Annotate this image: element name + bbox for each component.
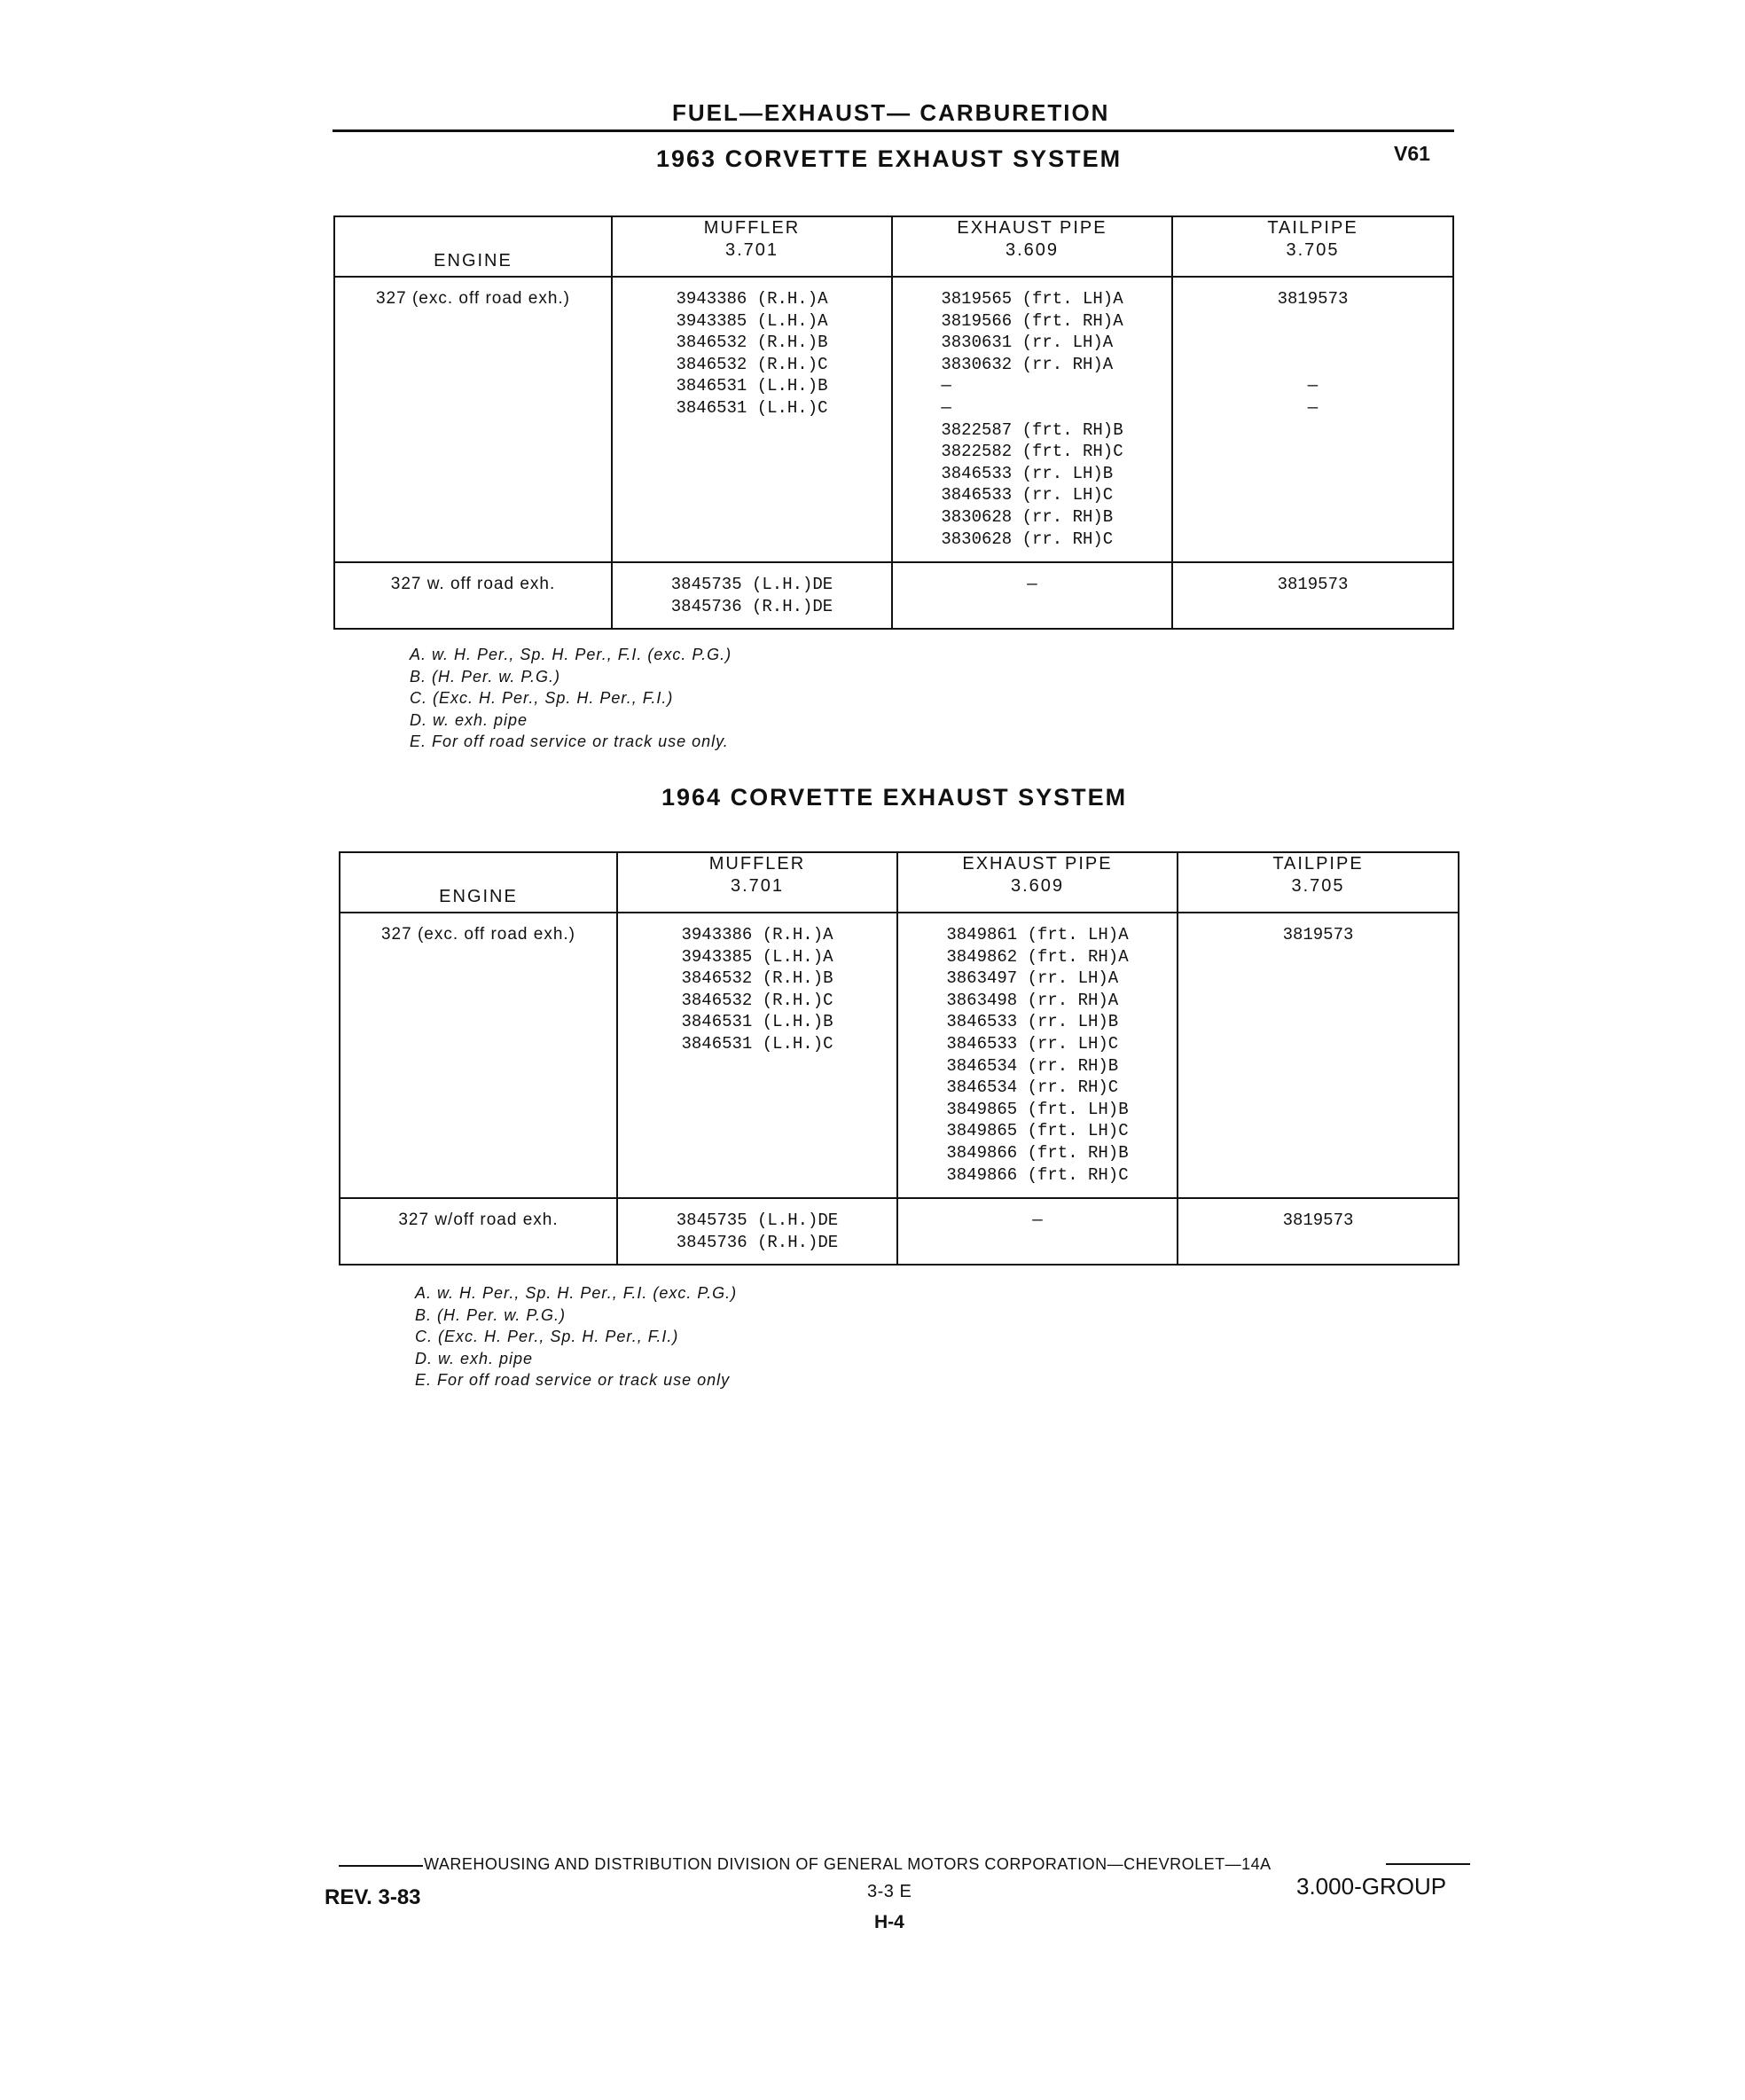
list-item: 3943385 (L.H.)A [681, 946, 833, 967]
list-item: C. (Exc. H. Per., Sp. H. Per., F.I.) [410, 689, 674, 707]
list-item: 3846534 (rr. RH)C [946, 1077, 1119, 1098]
footnotes-1964 [415, 1282, 737, 1391]
part-list [1283, 924, 1354, 946]
column-header-exhaust-pipe [892, 216, 1172, 277]
page-code: V61 [1394, 142, 1430, 165]
column-header-muffler [612, 216, 892, 277]
engine-cell: 327 (exc. off road exh.) [340, 913, 617, 1198]
list-item [1278, 310, 1349, 333]
part-list [1032, 1210, 1042, 1232]
table-title-1963: 1963 CORVETTE EXHAUST SYSTEM [656, 145, 1123, 172]
column-header-label: EXHAUST PIPE [962, 854, 1113, 874]
engine-cell: 327 w. off road exh. [334, 562, 612, 629]
part-list [941, 288, 1123, 550]
list-item [1278, 332, 1349, 354]
list-item [1278, 354, 1349, 376]
list-item: 3846533 (rr. LH)C [941, 485, 1114, 505]
footer-division-text: WAREHOUSING AND DISTRIBUTION DIVISION OF GENERAL MOTORS CORPORATION—CHEVROLET—14A [424, 1855, 1272, 1873]
list-item: 3846531 (L.H.)C [681, 1033, 833, 1054]
list-item: E. For off road service or track use only [415, 1371, 731, 1389]
list-item: C. (Exc. H. Per., Sp. H. Per., F.I.) [415, 1328, 679, 1345]
column-header-code: 3.705 [1291, 876, 1345, 896]
muffler-cell [617, 913, 897, 1198]
column-header-tailpipe [1178, 852, 1459, 913]
list-item: 3863497 (rr. LH)A [946, 968, 1119, 989]
muffler-cell [612, 562, 892, 629]
list-item: 3863498 (rr. RH)A [946, 990, 1119, 1010]
list-item: B. (H. Per. w. P.G.) [410, 667, 561, 686]
tailpipe-cell [1178, 913, 1459, 1198]
column-header-exhaust-pipe [897, 852, 1178, 913]
list-item: E. For off road service or track use only. [410, 733, 729, 750]
list-item: — [1307, 397, 1319, 418]
list-item: 3846531 (L.H.)B [681, 1012, 833, 1032]
list-item: — [1307, 376, 1319, 396]
list-item: 3943385 (L.H.)A [676, 310, 828, 331]
exhaust-table-1964 [339, 851, 1459, 1265]
list-item: 3849866 (frt. RH)C [946, 1164, 1129, 1185]
exhaust-pipe-cell [897, 913, 1178, 1198]
list-item: 3846533 (rr. LH)C [946, 1033, 1119, 1054]
list-item: D. w. exh. pipe [415, 1349, 534, 1367]
list-item: — [941, 376, 951, 396]
list-item: 3830631 (rr. LH)A [941, 333, 1114, 353]
tailpipe-cell [1172, 562, 1453, 629]
table-title-1964: 1964 CORVETTE EXHAUST SYSTEM [661, 784, 1128, 811]
column-header-engine [340, 852, 617, 913]
list-item: A. w. H. Per., Sp. H. Per., F.I. (exc. P.G.) [410, 646, 732, 663]
list-item: 3845736 (R.H.)DE [676, 1232, 839, 1252]
section-heading: FUEL—EXHAUST— CARBURETION [672, 99, 1110, 126]
footnotes-1963 [410, 644, 732, 753]
muffler-cell [612, 277, 892, 562]
part-list [1278, 288, 1349, 419]
tailpipe-cell [1178, 1198, 1459, 1265]
list-item: B. (H. Per. w. P.G.) [415, 1305, 567, 1324]
column-header-label: MUFFLER [703, 218, 801, 238]
list-item: — [941, 397, 951, 418]
exhaust-pipe-cell [892, 562, 1172, 629]
list-item: 3943386 (R.H.)A [676, 289, 828, 309]
table-row [340, 913, 1459, 1198]
engine-cell: 327 w/off road exh. [340, 1198, 617, 1265]
list-item: 3943386 (R.H.)A [681, 925, 833, 944]
list-item: 3846531 (L.H.)B [676, 376, 828, 396]
list-item: 3846534 (rr. RH)B [946, 1055, 1119, 1076]
part-list [1283, 1210, 1354, 1232]
column-header-label: TAILPIPE [1267, 218, 1358, 238]
list-item: 3822587 (frt. RH)B [941, 419, 1123, 440]
list-item: 3819573 [1277, 289, 1349, 309]
center-code: 3-3 E [867, 1882, 912, 1901]
part-list [671, 574, 833, 617]
list-item: 3822582 (frt. RH)C [941, 442, 1123, 462]
exhaust-pipe-cell [892, 277, 1172, 562]
list-item: 3849865 (frt. LH)B [946, 1099, 1129, 1119]
header-row [340, 852, 1459, 913]
column-header-code: 3.609 [1010, 876, 1065, 896]
table-row [340, 1198, 1459, 1265]
column-header-code: 3.705 [1286, 240, 1340, 260]
table-row [334, 562, 1453, 629]
list-item: — [1027, 575, 1037, 594]
column-header-label: ENGINE [439, 887, 518, 906]
list-item: 3819565 (frt. LH)A [941, 289, 1123, 309]
list-item: 3845735 (L.H.)DE [670, 575, 833, 594]
list-item: 3830632 (rr. RH)A [941, 354, 1114, 374]
column-header-code: 3.609 [1005, 240, 1060, 260]
column-header-label: ENGINE [434, 251, 513, 270]
list-item: 3830628 (rr. RH)C [941, 529, 1114, 549]
list-item: 3846532 (R.H.)B [676, 333, 828, 353]
list-item: 3846531 (L.H.)C [676, 397, 828, 418]
list-item: D. w. exh. pipe [410, 710, 528, 729]
exhaust-table-1963 [333, 215, 1454, 630]
list-item: 3849866 (frt. RH)B [946, 1142, 1129, 1163]
list-item: 3846532 (R.H.)C [676, 354, 828, 374]
page-number: H-4 [874, 1912, 904, 1932]
tailpipe-cell [1172, 277, 1453, 562]
column-header-engine [334, 216, 612, 277]
list-item: 3819573 [1277, 575, 1349, 594]
header-row [334, 216, 1453, 277]
column-header-label: EXHAUST PIPE [957, 218, 1107, 238]
list-item: A. w. H. Per., Sp. H. Per., F.I. (exc. P.G.) [415, 1284, 738, 1302]
part-list [946, 924, 1128, 1186]
list-item: 3819573 [1282, 925, 1354, 944]
list-item: 3819573 [1282, 1211, 1354, 1230]
list-item: 3846532 (R.H.)C [681, 990, 833, 1010]
muffler-cell [617, 1198, 897, 1265]
footer-rule-right [1386, 1863, 1470, 1865]
list-item: 3819566 (frt. RH)A [941, 310, 1123, 331]
footer-rule-left [339, 1865, 423, 1867]
list-item: 3849865 (frt. LH)C [946, 1121, 1129, 1141]
column-header-label: MUFFLER [708, 854, 806, 874]
part-list [676, 288, 827, 419]
part-list [681, 924, 833, 1055]
list-item: 3849861 (frt. LH)A [946, 925, 1129, 944]
list-item: 3846532 (R.H.)B [681, 968, 833, 989]
table-row [334, 277, 1453, 562]
list-item: 3846533 (rr. LH)B [941, 463, 1114, 483]
column-header-muffler [617, 852, 897, 913]
group-label: 3.000-GROUP [1296, 1873, 1447, 1900]
list-item: 3830628 (rr. RH)B [941, 506, 1114, 527]
column-header-label: TAILPIPE [1272, 854, 1364, 874]
part-list [677, 1210, 838, 1253]
header-rule [333, 129, 1454, 132]
column-header-code: 3.701 [724, 240, 779, 260]
column-header-code: 3.701 [730, 876, 785, 896]
list-item: 3846533 (rr. LH)B [946, 1012, 1119, 1032]
part-list [1278, 574, 1349, 596]
list-item: — [1032, 1211, 1043, 1230]
list-item: 3849862 (frt. RH)A [946, 946, 1129, 967]
part-list [1027, 574, 1037, 596]
revision-label: REV. 3-83 [325, 1885, 421, 1909]
column-header-tailpipe [1172, 216, 1453, 277]
list-item: 3845735 (L.H.)DE [676, 1211, 839, 1230]
list-item: 3845736 (R.H.)DE [670, 596, 833, 616]
engine-cell: 327 (exc. off road exh.) [334, 277, 612, 562]
exhaust-pipe-cell [897, 1198, 1178, 1265]
